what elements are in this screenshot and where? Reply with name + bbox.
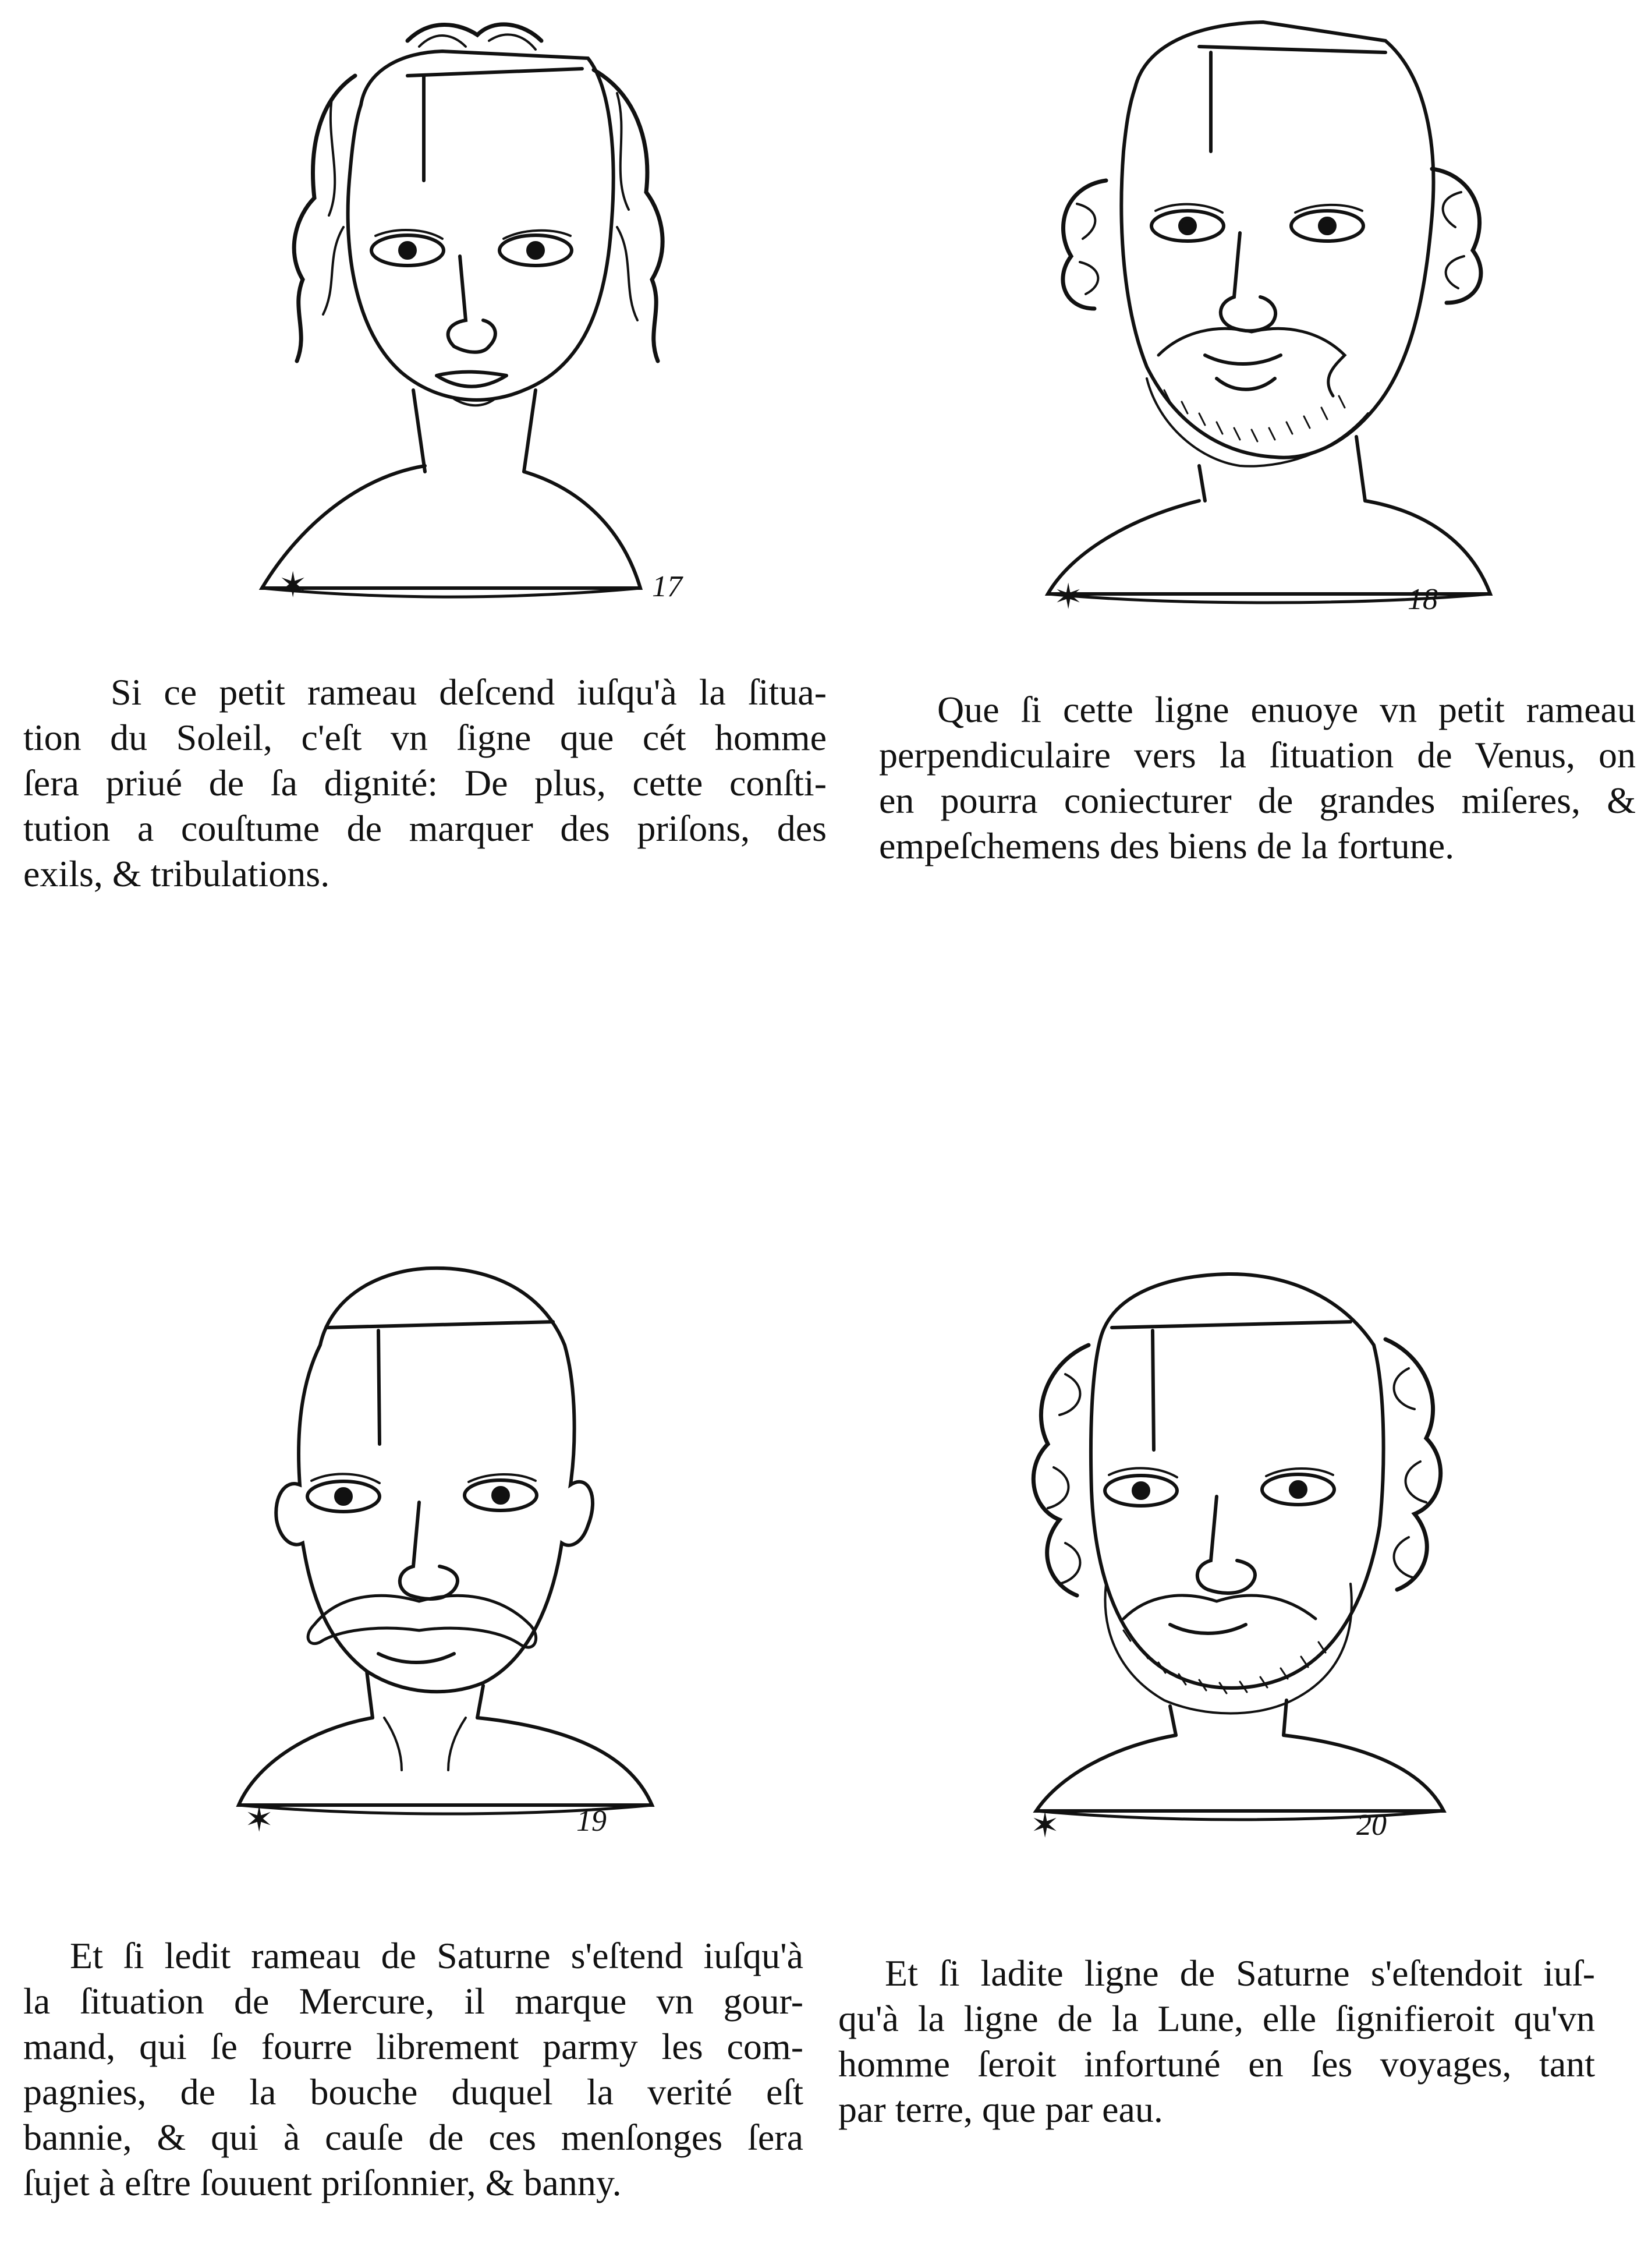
face-illustration-bearded-man-icon (1030, 6, 1508, 629)
caption-17-line-4: tution a couſtume de marquer des priſons, des (23, 808, 827, 849)
caption-18-line-4: empeſchemens des biens de la fortune. (879, 825, 1455, 866)
figure-number-19: 19 (576, 1805, 607, 1838)
caption-17-line-5: exils, & tribulations. (23, 853, 330, 894)
caption-19-line-3: mand, qui ſe fourre librement parmy les com- (23, 2026, 803, 2067)
figure-number-17: 17 (652, 570, 682, 603)
caption-20-line-1: Et ſi ladite ligne de Saturne s'eſtendoit iuſ- (885, 1952, 1595, 1994)
caption-19-line-4: pagnies, de la bouche duquel la verité eſt (23, 2071, 803, 2113)
caption-20-line-2: qu'à la ligne de la Lune, elle ſignifieroit qu'vn (838, 1998, 1595, 2039)
face-illustration-young-man-icon (210, 6, 745, 623)
star-mark-17: ✶ (278, 565, 308, 606)
figure-number-18: 18 (1408, 583, 1438, 616)
caption-19 (23, 1933, 803, 2206)
caption-17-line-3: ſera priué de ſa dignité: De plus, cette conſti- (23, 762, 827, 804)
caption-19-line-5: bannie, & qui à cauſe de ces menſonges ſera (23, 2117, 803, 2158)
caption-20-line-4: par terre, que par eau. (838, 2089, 1163, 2130)
caption-17-line-1: Si ce petit rameau deſcend iuſqu'à la ſitua- (111, 671, 827, 713)
face-illustration-moustached-man-icon (227, 1252, 681, 1840)
face-illustration-bearded-curly-man-icon (1013, 1258, 1467, 1840)
caption-20 (838, 1951, 1595, 2132)
caption-17-line-2: tion du Soleil, c'eſt vn ſigne que cét homme (23, 717, 827, 758)
face-figure-18 (1030, 6, 1508, 629)
figure-number-20: 20 (1356, 1809, 1387, 1842)
face-figure-20 (1013, 1258, 1467, 1846)
caption-19-line-2: la ſituation de Mercure, il marque vn gour- (23, 1980, 803, 2022)
caption-19-line-6: ſujet à eſtre ſouuent priſonnier, & banny. (23, 2162, 622, 2203)
caption-18-line-3: en pourra coniecturer de grandes miſeres, & (879, 780, 1636, 821)
star-mark-18: ✶ (1054, 576, 1083, 617)
star-mark-19: ✶ (244, 1799, 274, 1840)
caption-18-line-1: Que ſi cette ligne enuoye vn petit rameau (937, 689, 1636, 730)
caption-17 (23, 670, 827, 897)
caption-20-line-3: homme ſeroit infortuné en ſes voyages, tant (838, 2043, 1595, 2085)
face-figure-19 (227, 1252, 681, 1840)
face-figure-17 (210, 6, 745, 623)
caption-18 (879, 687, 1636, 869)
caption-19-line-1: Et ſi ledit rameau de Saturne s'eſtend iuſqu'à (70, 1935, 803, 1976)
caption-18-line-2: perpendiculaire vers la ſituation de Venus, on (879, 734, 1636, 776)
star-mark-20: ✶ (1030, 1805, 1060, 1846)
